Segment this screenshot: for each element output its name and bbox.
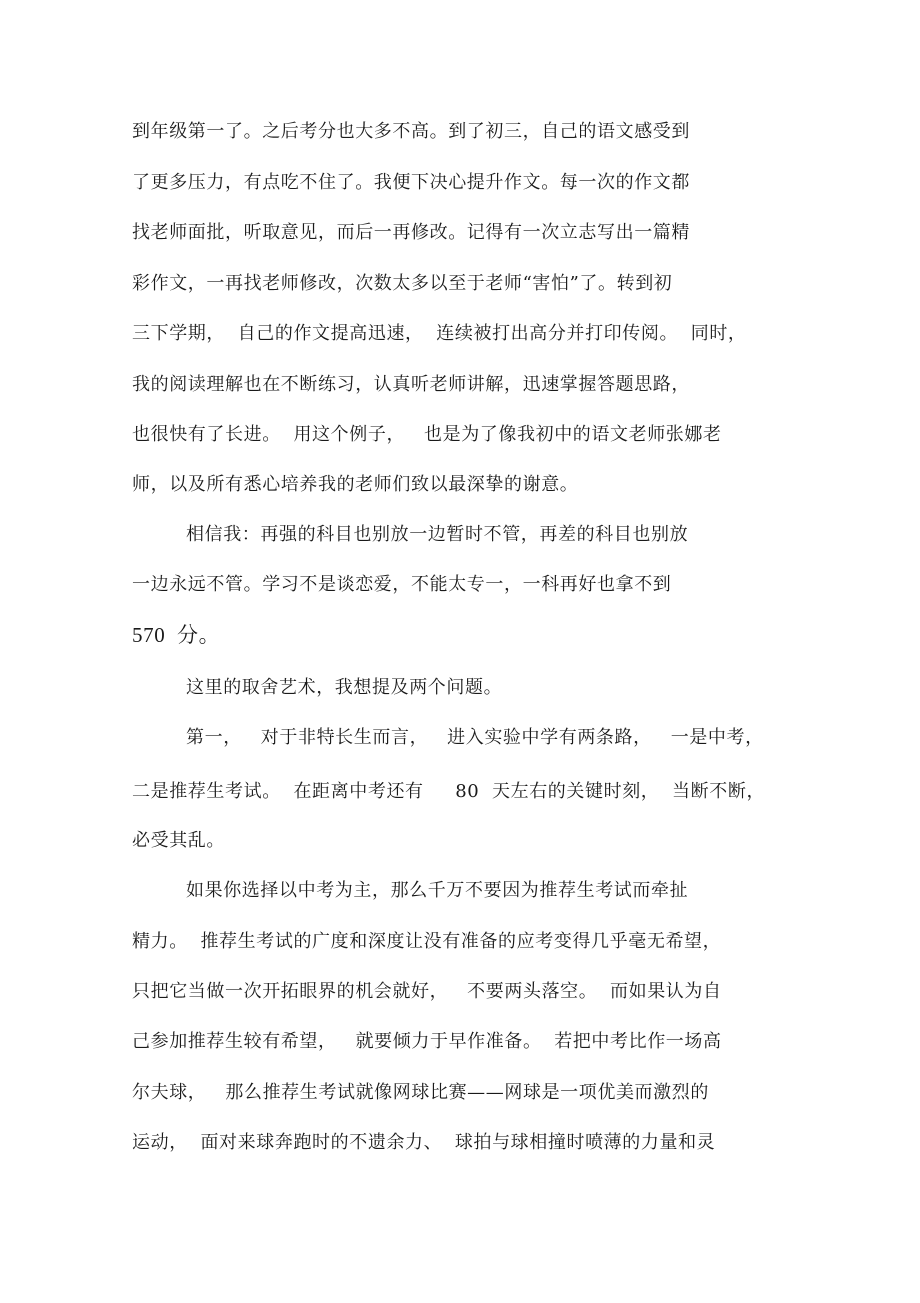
text-line-18: 只把它当做一次开拓眼界的机会就好， 不要两头落空。 而如果认为自 [132,981,722,1002]
text-line-10: 一边永远不管。学习不是谈恋爱，不能太专一，一科再好也拿不到 [132,574,672,595]
paragraph-start-line: 相信我：再强的科目也别放一边暂时不管，再差的科目也别放 [186,524,689,545]
text-line-4: 彩作文，一再找老师修改，次数太多以至于老师“害怕”了。转到初 [132,273,673,294]
paragraph-start-line: 这里的取舍艺术，我想提及两个问题。 [186,677,503,698]
text-line-8: 师，以及所有悉心培养我的老师们致以最深挚的谢意。 [132,474,579,495]
text-line-11: 570 分。 [132,623,221,647]
paragraph-start-line: 第一， 对于非特长生而言， 进入实验中学有两条路， 一是中考， [186,727,764,748]
text-line-15: 必受其乱。 [132,830,225,851]
text-line-3: 找老师面批，听取意见，而后一再修改。记得有一次立志写出一篇精 [132,222,690,243]
text-line-7: 也很快有了长进。 用这个例子， 也是为了像我初中的语文老师张娜老 [132,424,722,445]
text-line-17: 精力。 推荐生考试的广度和深度让没有准备的应考变得几乎毫无希望， [132,931,722,952]
text-line-19: 己参加推荐生较有希望， 就要倾力于早作准备。 若把中考比作一场高 [132,1031,722,1052]
text-line-5: 三下学期， 自己的作文提高迅速， 连续被打出高分并打印传阅。 同时， [132,323,747,344]
text-line-1: 到年级第一了。之后考分也大多不高。到了初三，自己的语文感受到 [132,121,690,142]
text-line-6: 我的阅读理解也在不断练习，认真听老师讲解，迅速掌握答题思路， [132,374,690,395]
text-line-20: 尔夫球， 那么推荐生考试就像网球比赛——网球是一项优美而激烈的 [132,1082,709,1103]
text-line-14: 二是推荐生考试。 在距离中考还有 80 天左右的关键时刻， 当断不断， [132,781,766,802]
paragraph-start-line: 如果你选择以中考为主，那么千万不要因为推荐生考试而牵扯 [186,880,689,901]
text-line-2: 了更多压力，有点吃不住了。我便下决心提升作文。每一次的作文都 [132,172,690,193]
text-line-21: 运动， 面对来球奔跑时的不遗余力、 球拍与球相撞时喷薄的力量和灵 [132,1132,716,1153]
